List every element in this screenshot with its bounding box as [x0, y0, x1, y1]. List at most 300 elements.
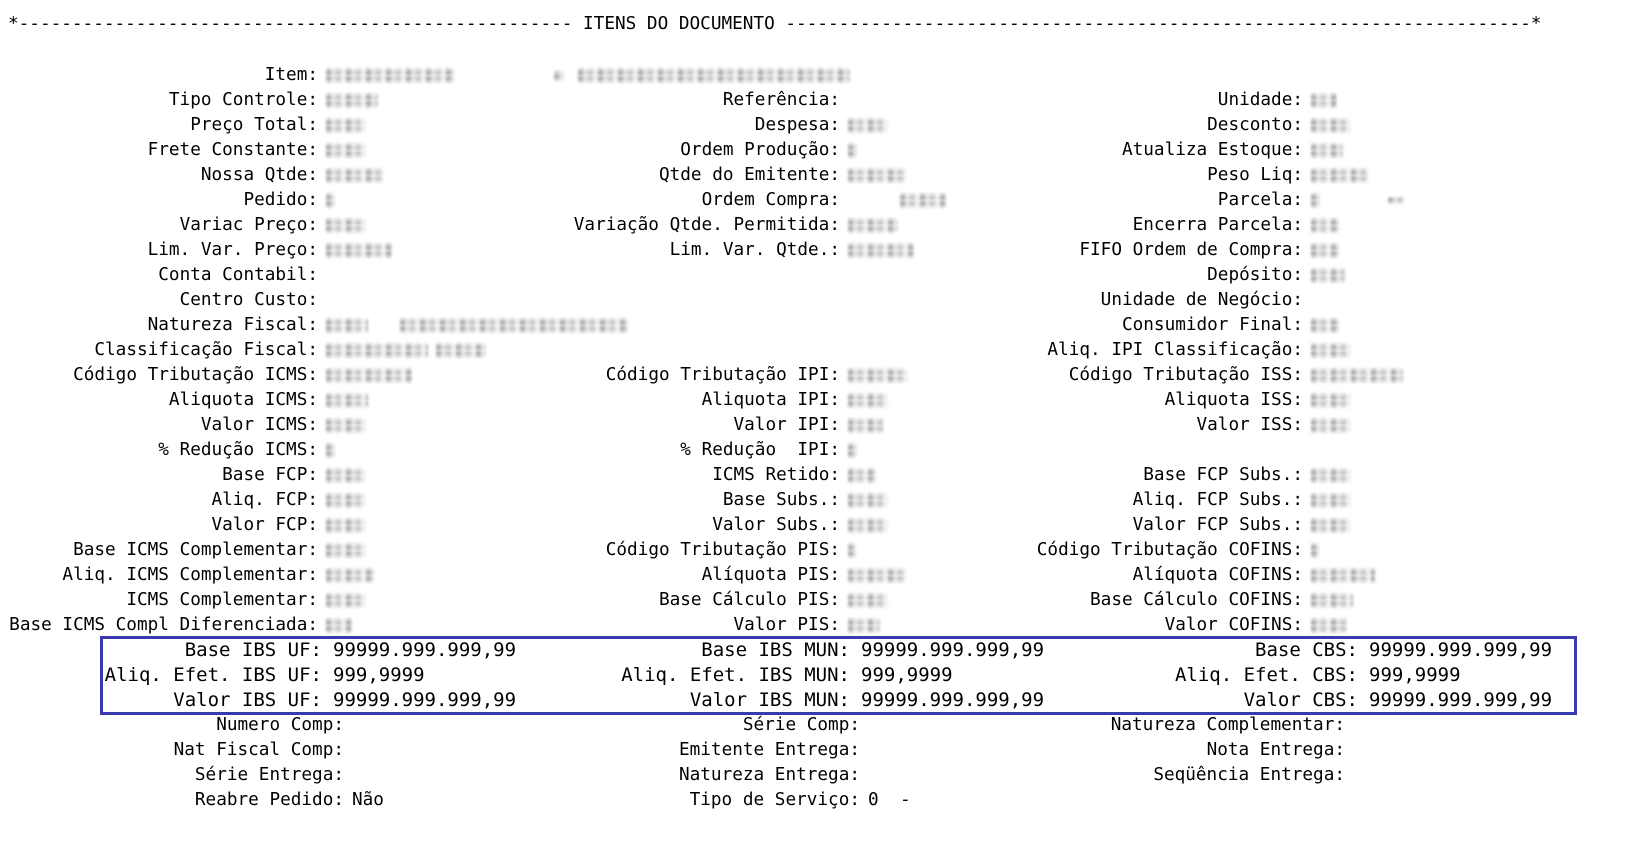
redacted-value	[848, 518, 888, 533]
form-cell	[0, 538, 540, 563]
form-row	[0, 313, 1631, 338]
redacted-value	[900, 193, 946, 208]
redacted-value	[326, 543, 366, 558]
field-codigo-tributacao-iss-label: Código Tributação ISS:	[1068, 365, 1303, 385]
form-cell	[540, 563, 1010, 588]
field-icms-retido-label: ICMS Retido:	[712, 465, 840, 485]
form-cell	[540, 613, 1010, 638]
redacted-value	[1311, 318, 1339, 333]
redacted-value	[1311, 593, 1353, 608]
redacted-value	[848, 118, 888, 133]
form-row	[0, 513, 1631, 538]
field-deposito-label: Depósito:	[1207, 265, 1303, 285]
field-referencia-label: Referência:	[722, 90, 840, 110]
form-cell	[540, 663, 1010, 688]
form-cell	[0, 188, 540, 213]
field-sequencia-entrega-label: Seqüência Entrega:	[1153, 765, 1345, 785]
form-cell	[1010, 313, 1631, 338]
field-serie-entrega-label: Série Entrega:	[194, 765, 344, 785]
form-cell	[0, 563, 540, 588]
form-cell	[0, 513, 540, 538]
field-centro-custo-label: Centro Custo:	[179, 290, 318, 310]
field-tipo-controle-value	[326, 88, 378, 113]
redacted-value	[1311, 143, 1343, 158]
field-consumidor-final-label: Consumidor Final:	[1121, 315, 1303, 335]
field-valor-icms-label: Valor ICMS:	[200, 415, 318, 435]
field-valor-iss-label: Valor ISS:	[1196, 415, 1303, 435]
field-consumidor-final-value	[1311, 313, 1339, 338]
redacted-value	[326, 443, 335, 458]
form-cell	[1010, 713, 1631, 738]
form-row	[0, 213, 1631, 238]
field-despesa-label: Despesa:	[754, 115, 840, 135]
redacted-value	[326, 568, 374, 583]
redacted-value	[436, 343, 486, 358]
form-cell	[0, 638, 540, 663]
field-lim-var-preco-label: Lim. Var. Preço:	[147, 240, 318, 260]
redacted-value	[326, 193, 335, 208]
redacted-value	[326, 618, 352, 633]
form-cell	[1010, 438, 1631, 463]
field-fifo-ordem-de-compra-label: FIFO Ordem de Compra:	[1079, 240, 1303, 260]
field-aliq-efet-cbs-label: Aliq. Efet. CBS:	[1174, 664, 1358, 686]
form-cell	[1010, 388, 1631, 413]
field-valor-fcp-subs-label: Valor FCP Subs.:	[1132, 515, 1303, 535]
field-aliq-efet-ibs-mun-value: 999,9999	[861, 664, 953, 686]
redacted-value	[326, 493, 366, 508]
form-cell	[540, 263, 1010, 288]
field-valor-ipi-value	[848, 413, 884, 438]
form-cell	[1010, 338, 1631, 363]
redacted-value	[848, 168, 906, 183]
redacted-value	[1311, 568, 1375, 583]
form-cell	[540, 538, 1010, 563]
field-reabre-pedido-value: Não	[352, 790, 384, 810]
form-cell	[0, 263, 540, 288]
field-valor-ibs-mun-value: 99999.999.999,99	[861, 689, 1045, 711]
redacted-value	[326, 393, 368, 408]
field-valor-icms-value	[326, 413, 366, 438]
form-cell	[0, 463, 540, 488]
field-base-subs-label: Base Subs.:	[722, 490, 840, 510]
form-cell	[1010, 663, 1631, 688]
form-cell	[1010, 288, 1631, 313]
field-encerra-parcela-value	[1311, 213, 1339, 238]
form-row	[0, 563, 1631, 588]
field-valor-pis-label: Valor PIS:	[733, 615, 840, 635]
field-desconto-label: Desconto:	[1207, 115, 1303, 135]
form-row	[0, 463, 1631, 488]
form-cell	[540, 163, 1010, 188]
field-ordem-producao-value	[848, 138, 857, 163]
field-aliquota-ipi-value	[848, 388, 888, 413]
spacer	[848, 200, 900, 201]
field-base-cbs-label: Base CBS:	[1255, 639, 1358, 661]
form-cell	[1010, 513, 1631, 538]
form-row	[0, 663, 1631, 688]
redacted-value	[1311, 393, 1351, 408]
field-base-fcp-subs-label: Base FCP Subs.:	[1143, 465, 1303, 485]
form-cell	[0, 63, 540, 88]
field-base-subs-value	[848, 488, 888, 513]
field-valor-fcp-subs-value	[1311, 513, 1351, 538]
field-nossa-qtde-label: Nossa Qtde:	[200, 165, 318, 185]
form-cell	[1010, 738, 1631, 763]
field-frete-constante-value	[326, 138, 366, 163]
field-preco-total-value	[326, 113, 366, 138]
field-aliq-efet-ibs-mun-label: Aliq. Efet. IBS MUN:	[621, 664, 850, 686]
form-cell	[1010, 213, 1631, 238]
field-aliq-ipi-classificacao-value	[1311, 338, 1351, 363]
field-codigo-tributacao-cofins-label: Código Tributação COFINS:	[1036, 540, 1303, 560]
spacer	[454, 75, 554, 76]
field-aliquota-pis-label: Alíquota PIS:	[701, 565, 840, 585]
field-base-ibs-mun-label: Base IBS MUN:	[701, 639, 850, 661]
redacted-value	[1311, 493, 1351, 508]
form-row	[0, 138, 1631, 163]
field-ordem-compra-label: Ordem Compra:	[701, 190, 840, 210]
field-nota-entrega-label: Nota Entrega:	[1206, 740, 1345, 760]
field-valor-fcp-value	[326, 513, 366, 538]
field-aliq-fcp-label: Aliq. FCP:	[211, 490, 318, 510]
form-cell	[0, 88, 540, 113]
field-base-cbs-value: 99999.999.999,99	[1369, 639, 1553, 661]
redacted-value	[326, 243, 392, 258]
form-cell	[0, 413, 540, 438]
form-cell	[1010, 688, 1631, 713]
form-cell	[540, 638, 1045, 663]
form-row	[0, 713, 1631, 738]
form-cell	[0, 338, 540, 363]
field-atualiza-estoque-label: Atualiza Estoque:	[1121, 140, 1303, 160]
form-cell	[540, 413, 1010, 438]
form-cell	[0, 288, 540, 313]
form-cell	[1010, 763, 1631, 788]
field-base-calculo-pis-value	[848, 588, 888, 613]
redacted-value	[848, 543, 856, 558]
field-tipo-de-servico-value: 0 -	[868, 790, 911, 810]
form-row	[0, 388, 1631, 413]
spacer	[368, 325, 400, 326]
form-cell	[1010, 238, 1631, 263]
redacted-value	[326, 418, 366, 433]
form-cell	[540, 713, 1010, 738]
redacted-value	[1311, 243, 1339, 258]
form-cell	[540, 513, 1010, 538]
redacted-value	[1311, 218, 1339, 233]
redacted-value	[400, 318, 628, 333]
form-cell	[1010, 413, 1631, 438]
field-aliq-efet-ibs-uf-label: Aliq. Efet. IBS UF:	[104, 664, 322, 686]
form-cell	[540, 338, 1010, 363]
form-cell	[540, 388, 1010, 413]
form-cell	[1010, 788, 1631, 813]
field-base-fcp-label: Base FCP:	[222, 465, 318, 485]
field-base-calculo-pis-label: Base Cálculo PIS:	[658, 590, 840, 610]
redacted-value	[326, 118, 366, 133]
redacted-value	[1388, 197, 1404, 204]
field-numero-comp-label: Numero Comp:	[216, 715, 344, 735]
redacted-value	[578, 68, 850, 83]
field-base-icms-compl-diferenciada-value	[326, 613, 352, 638]
form-cell	[540, 213, 1010, 238]
field-conta-contabil-label: Conta Contabil:	[158, 265, 318, 285]
form-rows	[0, 63, 1631, 813]
form-cell	[540, 88, 1010, 113]
form-cell	[0, 313, 540, 338]
field-natureza-fiscal-label: Natureza Fiscal:	[147, 315, 318, 335]
redacted-value	[326, 593, 366, 608]
field-despesa-value	[848, 113, 888, 138]
form-cell	[1010, 488, 1631, 513]
form-cell	[540, 438, 1010, 463]
form-cell	[1010, 263, 1631, 288]
form-row	[0, 438, 1631, 463]
form-cell	[0, 213, 540, 238]
form-cell	[0, 438, 540, 463]
redacted-value	[848, 143, 857, 158]
redacted-value	[326, 218, 366, 233]
field-natureza-entrega-label: Natureza Entrega:	[678, 765, 860, 785]
field-atualiza-estoque-value	[1311, 138, 1343, 163]
field-item-label: Item:	[264, 65, 318, 85]
redacted-value	[326, 68, 454, 83]
redacted-value	[848, 493, 888, 508]
field-base-icms-complementar-value	[326, 538, 366, 563]
form-row	[0, 538, 1631, 563]
field-aliquota-pis-value	[848, 563, 906, 588]
redacted-value	[1311, 343, 1351, 358]
form-cell	[1010, 113, 1631, 138]
field-icms-complementar-value	[326, 588, 366, 613]
form-row	[0, 613, 1631, 638]
redacted-value	[1311, 118, 1351, 133]
field-base-calculo-cofins-value	[1311, 588, 1353, 613]
field-aliq-fcp-subs-value	[1311, 488, 1351, 513]
form-cell	[1010, 463, 1631, 488]
spacer	[1320, 200, 1388, 201]
field-icms-complementar-label: ICMS Complementar:	[126, 590, 318, 610]
form-cell	[0, 138, 540, 163]
field-qtde-do-emitente-label: Qtde do Emitente:	[658, 165, 840, 185]
field-base-fcp-subs-value	[1311, 463, 1351, 488]
form-cell	[1010, 538, 1631, 563]
field-valor-cofins-label: Valor COFINS:	[1164, 615, 1303, 635]
redacted-value	[848, 368, 908, 383]
form-cell	[0, 388, 540, 413]
redacted-value	[1311, 468, 1351, 483]
field-classificacao-fiscal-value	[326, 338, 486, 363]
redacted-value	[326, 368, 412, 383]
form-row	[0, 188, 1631, 213]
field-valor-iss-value	[1311, 413, 1351, 438]
form-row	[0, 238, 1631, 263]
form-row	[0, 413, 1631, 438]
redacted-value	[848, 618, 880, 633]
field-ordem-compra-value	[848, 188, 946, 213]
redacted-value	[326, 143, 366, 158]
redacted-value	[1311, 268, 1345, 283]
field-peso-liq-label: Peso Liq:	[1207, 165, 1303, 185]
field-base-fcp-value	[326, 463, 366, 488]
field-pedido-value	[326, 188, 335, 213]
field-codigo-tributacao-ipi-value	[848, 363, 908, 388]
field-codigo-tributacao-pis-label: Código Tributação PIS:	[605, 540, 840, 560]
field-unidade-value	[1311, 88, 1337, 113]
redacted-value	[848, 243, 914, 258]
field-base-icms-complementar-label: Base ICMS Complementar:	[73, 540, 318, 560]
field-codigo-tributacao-icms-value	[326, 363, 412, 388]
field-aliquota-cofins-value	[1311, 563, 1375, 588]
form-cell	[540, 763, 1010, 788]
field-serie-comp-label: Série Comp:	[742, 715, 860, 735]
field-unidade-label: Unidade:	[1217, 90, 1303, 110]
field-valor-subs-label: Valor Subs.:	[712, 515, 840, 535]
field-pedido-label: Pedido:	[243, 190, 318, 210]
field-codigo-tributacao-icms-label: Código Tributação ICMS:	[73, 365, 318, 385]
field-deposito-value	[1311, 263, 1345, 288]
form-row	[0, 163, 1631, 188]
field-codigo-tributacao-ipi-label: Código Tributação IPI:	[605, 365, 840, 385]
field-reabre-pedido-label: Reabre Pedido:	[194, 790, 344, 810]
field-tipo-controle-label: Tipo Controle:	[168, 90, 318, 110]
form-row	[0, 688, 1631, 713]
form-cell	[540, 138, 1010, 163]
form-cell	[0, 713, 540, 738]
form-cell	[540, 463, 1010, 488]
field-aliq-ipi-classificacao-label: Aliq. IPI Classificação:	[1047, 340, 1303, 360]
form-cell	[540, 788, 1010, 813]
field-valor-cofins-value	[1311, 613, 1347, 638]
form-cell	[1010, 138, 1631, 163]
form-cell	[1010, 188, 1631, 213]
redacted-value	[848, 218, 898, 233]
field-reducao-ipi-value	[848, 438, 857, 463]
form-cell	[540, 738, 1010, 763]
form-cell	[0, 588, 540, 613]
redacted-value	[1311, 618, 1347, 633]
field-valor-ipi-label: Valor IPI:	[733, 415, 840, 435]
redacted-value	[1311, 93, 1337, 108]
field-codigo-tributacao-pis-value	[848, 538, 856, 563]
field-base-ibs-uf-label: Base IBS UF:	[184, 639, 322, 661]
redacted-value	[326, 168, 384, 183]
redacted-value	[848, 468, 876, 483]
form-cell	[1010, 88, 1631, 113]
field-frete-constante-label: Frete Constante:	[147, 140, 318, 160]
field-aliq-efet-ibs-uf-value: 999,9999	[333, 664, 425, 686]
field-base-ibs-uf-value: 99999.999.999,99	[333, 639, 517, 661]
field-base-calculo-cofins-label: Base Cálculo COFINS:	[1090, 590, 1303, 610]
field-aliquota-icms-value	[326, 388, 368, 413]
section-title-line: *---------------------------------------------------- ITENS DO DOCUMENTO ----------------------------------------------------------------------*	[8, 14, 1542, 34]
field-lim-var-qtde-value	[848, 238, 914, 263]
field-aliq-fcp-value	[326, 488, 366, 513]
redacted-value	[554, 71, 564, 81]
field-nossa-qtde-value	[326, 163, 384, 188]
form-cell	[0, 688, 540, 713]
field-peso-liq-value	[1311, 163, 1369, 188]
form-cell	[1010, 638, 1631, 663]
field-base-ibs-mun-value: 99999.999.999,99	[861, 639, 1045, 661]
field-tipo-de-servico-label: Tipo de Serviço:	[689, 790, 860, 810]
field-fifo-ordem-de-compra-value	[1311, 238, 1339, 263]
field-aliquota-iss-value	[1311, 388, 1351, 413]
form-cell	[0, 238, 540, 263]
field-lim-var-qtde-label: Lim. Var. Qtde.:	[669, 240, 840, 260]
form-row	[0, 763, 1631, 788]
field-reducao-icms-label: % Redução ICMS:	[158, 440, 318, 460]
field-ordem-producao-label: Ordem Produção:	[680, 140, 840, 160]
form-cell	[0, 113, 540, 138]
field-classificacao-fiscal-label: Classificação Fiscal:	[94, 340, 318, 360]
form-row	[0, 63, 1631, 88]
field-variacao-qtde-permitida-value	[848, 213, 898, 238]
field-aliq-icms-complementar-label: Aliq. ICMS Complementar:	[62, 565, 318, 585]
field-encerra-parcela-label: Encerra Parcela:	[1132, 215, 1303, 235]
field-reducao-ipi-label: % Redução IPI:	[680, 440, 840, 460]
form-cell	[1010, 63, 1631, 88]
field-valor-pis-value	[848, 613, 880, 638]
spacer	[428, 350, 436, 351]
redacted-value	[848, 443, 857, 458]
form-row	[0, 788, 1631, 813]
field-valor-ibs-uf-label: Valor IBS UF:	[173, 689, 322, 711]
field-reducao-icms-value	[326, 438, 335, 463]
redacted-value	[326, 93, 378, 108]
form-row	[0, 288, 1631, 313]
field-nat-fiscal-comp-label: Nat Fiscal Comp:	[173, 740, 344, 760]
field-variacao-qtde-permitida-label: Variação Qtde. Permitida:	[573, 215, 840, 235]
field-unidade-de-negocio-label: Unidade de Negócio:	[1100, 290, 1303, 310]
form-cell	[0, 738, 540, 763]
form-row	[0, 488, 1631, 513]
form-cell	[0, 163, 540, 188]
redacted-value	[326, 343, 428, 358]
redacted-value	[1311, 543, 1319, 558]
form-cell	[540, 688, 1045, 713]
form-row	[0, 88, 1631, 113]
form-cell	[1010, 588, 1631, 613]
form-row	[0, 338, 1631, 363]
form-cell	[0, 663, 540, 688]
form-cell	[1010, 163, 1631, 188]
redacted-value	[1311, 193, 1320, 208]
form-row	[0, 638, 1631, 663]
redacted-value	[848, 418, 884, 433]
form-cell	[0, 763, 540, 788]
redacted-value	[326, 518, 366, 533]
redacted-value	[1311, 418, 1351, 433]
form-cell	[540, 238, 1010, 263]
redacted-value	[1311, 368, 1403, 383]
form-cell	[0, 488, 540, 513]
form-row	[0, 263, 1631, 288]
redacted-value	[326, 468, 366, 483]
field-qtde-do-emitente-value	[848, 163, 906, 188]
form-cell	[0, 363, 540, 388]
field-aliq-icms-complementar-value	[326, 563, 374, 588]
field-aliq-fcp-subs-label: Aliq. FCP Subs.:	[1132, 490, 1303, 510]
field-valor-ibs-mun-label: Valor IBS MUN:	[689, 689, 850, 711]
field-variac-preco-value	[326, 213, 366, 238]
form-cell	[540, 488, 1010, 513]
form-cell	[1010, 563, 1631, 588]
form-cell	[540, 363, 1010, 388]
form-row	[0, 113, 1631, 138]
form-row	[0, 738, 1631, 763]
field-base-icms-compl-diferenciada-label: Base ICMS Compl Diferenciada:	[9, 615, 318, 635]
